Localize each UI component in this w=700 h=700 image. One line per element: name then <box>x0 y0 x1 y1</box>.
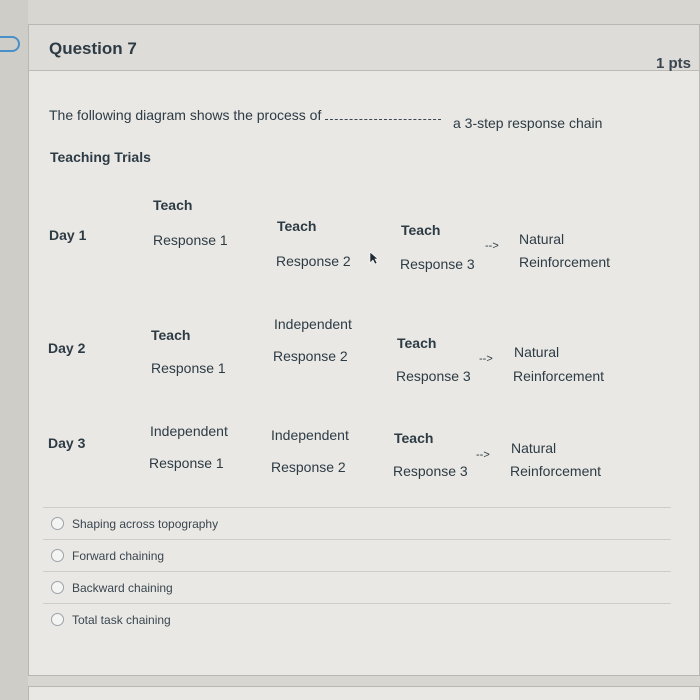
question-points: 1 pts <box>655 55 691 72</box>
next-question-card <box>28 686 700 700</box>
outcome-top: Natural <box>519 231 565 247</box>
left-gutter <box>0 0 28 700</box>
step-bottom: Response 2 <box>276 253 351 269</box>
chain-arrow: --> <box>485 240 499 252</box>
step-bottom: Response 3 <box>400 256 475 272</box>
answer-blank <box>325 110 441 120</box>
outcome-bottom: Reinforcement <box>513 368 605 384</box>
radio-button[interactable] <box>51 517 64 530</box>
step-bottom: Response 1 <box>149 455 224 471</box>
flag-icon[interactable] <box>0 36 20 52</box>
day-label: Day 3 <box>48 435 86 451</box>
radio-button[interactable] <box>51 613 64 626</box>
step-top: Independent <box>150 423 228 439</box>
chain-arrow: --> <box>476 449 490 461</box>
question-stem <box>49 107 445 123</box>
radio-button[interactable] <box>51 581 64 594</box>
option-label: Shaping across topography <box>72 516 219 531</box>
day-label: Day 2 <box>48 340 86 356</box>
outcome-top: Natural <box>511 440 557 456</box>
question-card <box>28 24 700 676</box>
option-label: Backward chaining <box>72 580 173 595</box>
step-bottom: Response 2 <box>273 348 348 364</box>
step-top: Teach <box>151 327 191 343</box>
stem-tail: a 3-step response chain <box>453 115 603 131</box>
outcome-bottom: Reinforcement <box>519 254 611 270</box>
step-bottom: Response 3 <box>393 463 468 479</box>
step-bottom: Response 3 <box>396 368 471 384</box>
stem-text: The following diagram shows the process of <box>49 107 322 123</box>
outcome-bottom: Reinforcement <box>510 463 602 479</box>
answer-option[interactable] <box>43 507 671 539</box>
answer-option[interactable] <box>43 603 671 635</box>
answer-options <box>43 507 671 635</box>
question-title: Question 7 <box>49 39 137 58</box>
step-top: Teach <box>394 430 434 446</box>
option-label: Forward chaining <box>72 548 165 563</box>
option-label: Total task chaining <box>72 612 171 627</box>
step-top: Independent <box>271 427 349 443</box>
step-bottom: Response 1 <box>153 232 228 248</box>
step-bottom: Response 1 <box>151 360 226 376</box>
mouse-cursor-icon <box>369 251 379 265</box>
chain-arrow: --> <box>479 353 493 365</box>
day-label: Day 1 <box>49 227 87 243</box>
radio-button[interactable] <box>51 549 64 562</box>
step-top: Teach <box>401 222 441 238</box>
step-top: Independent <box>274 316 352 332</box>
step-top: Teach <box>153 197 193 213</box>
answer-option[interactable] <box>43 571 671 603</box>
step-top: Teach <box>277 218 317 234</box>
step-top: Teach <box>397 335 437 351</box>
step-bottom: Response 2 <box>271 459 346 475</box>
diagram-heading: Teaching Trials <box>50 149 151 165</box>
question-header <box>29 25 699 71</box>
answer-option[interactable] <box>43 539 671 571</box>
outcome-top: Natural <box>514 344 560 360</box>
